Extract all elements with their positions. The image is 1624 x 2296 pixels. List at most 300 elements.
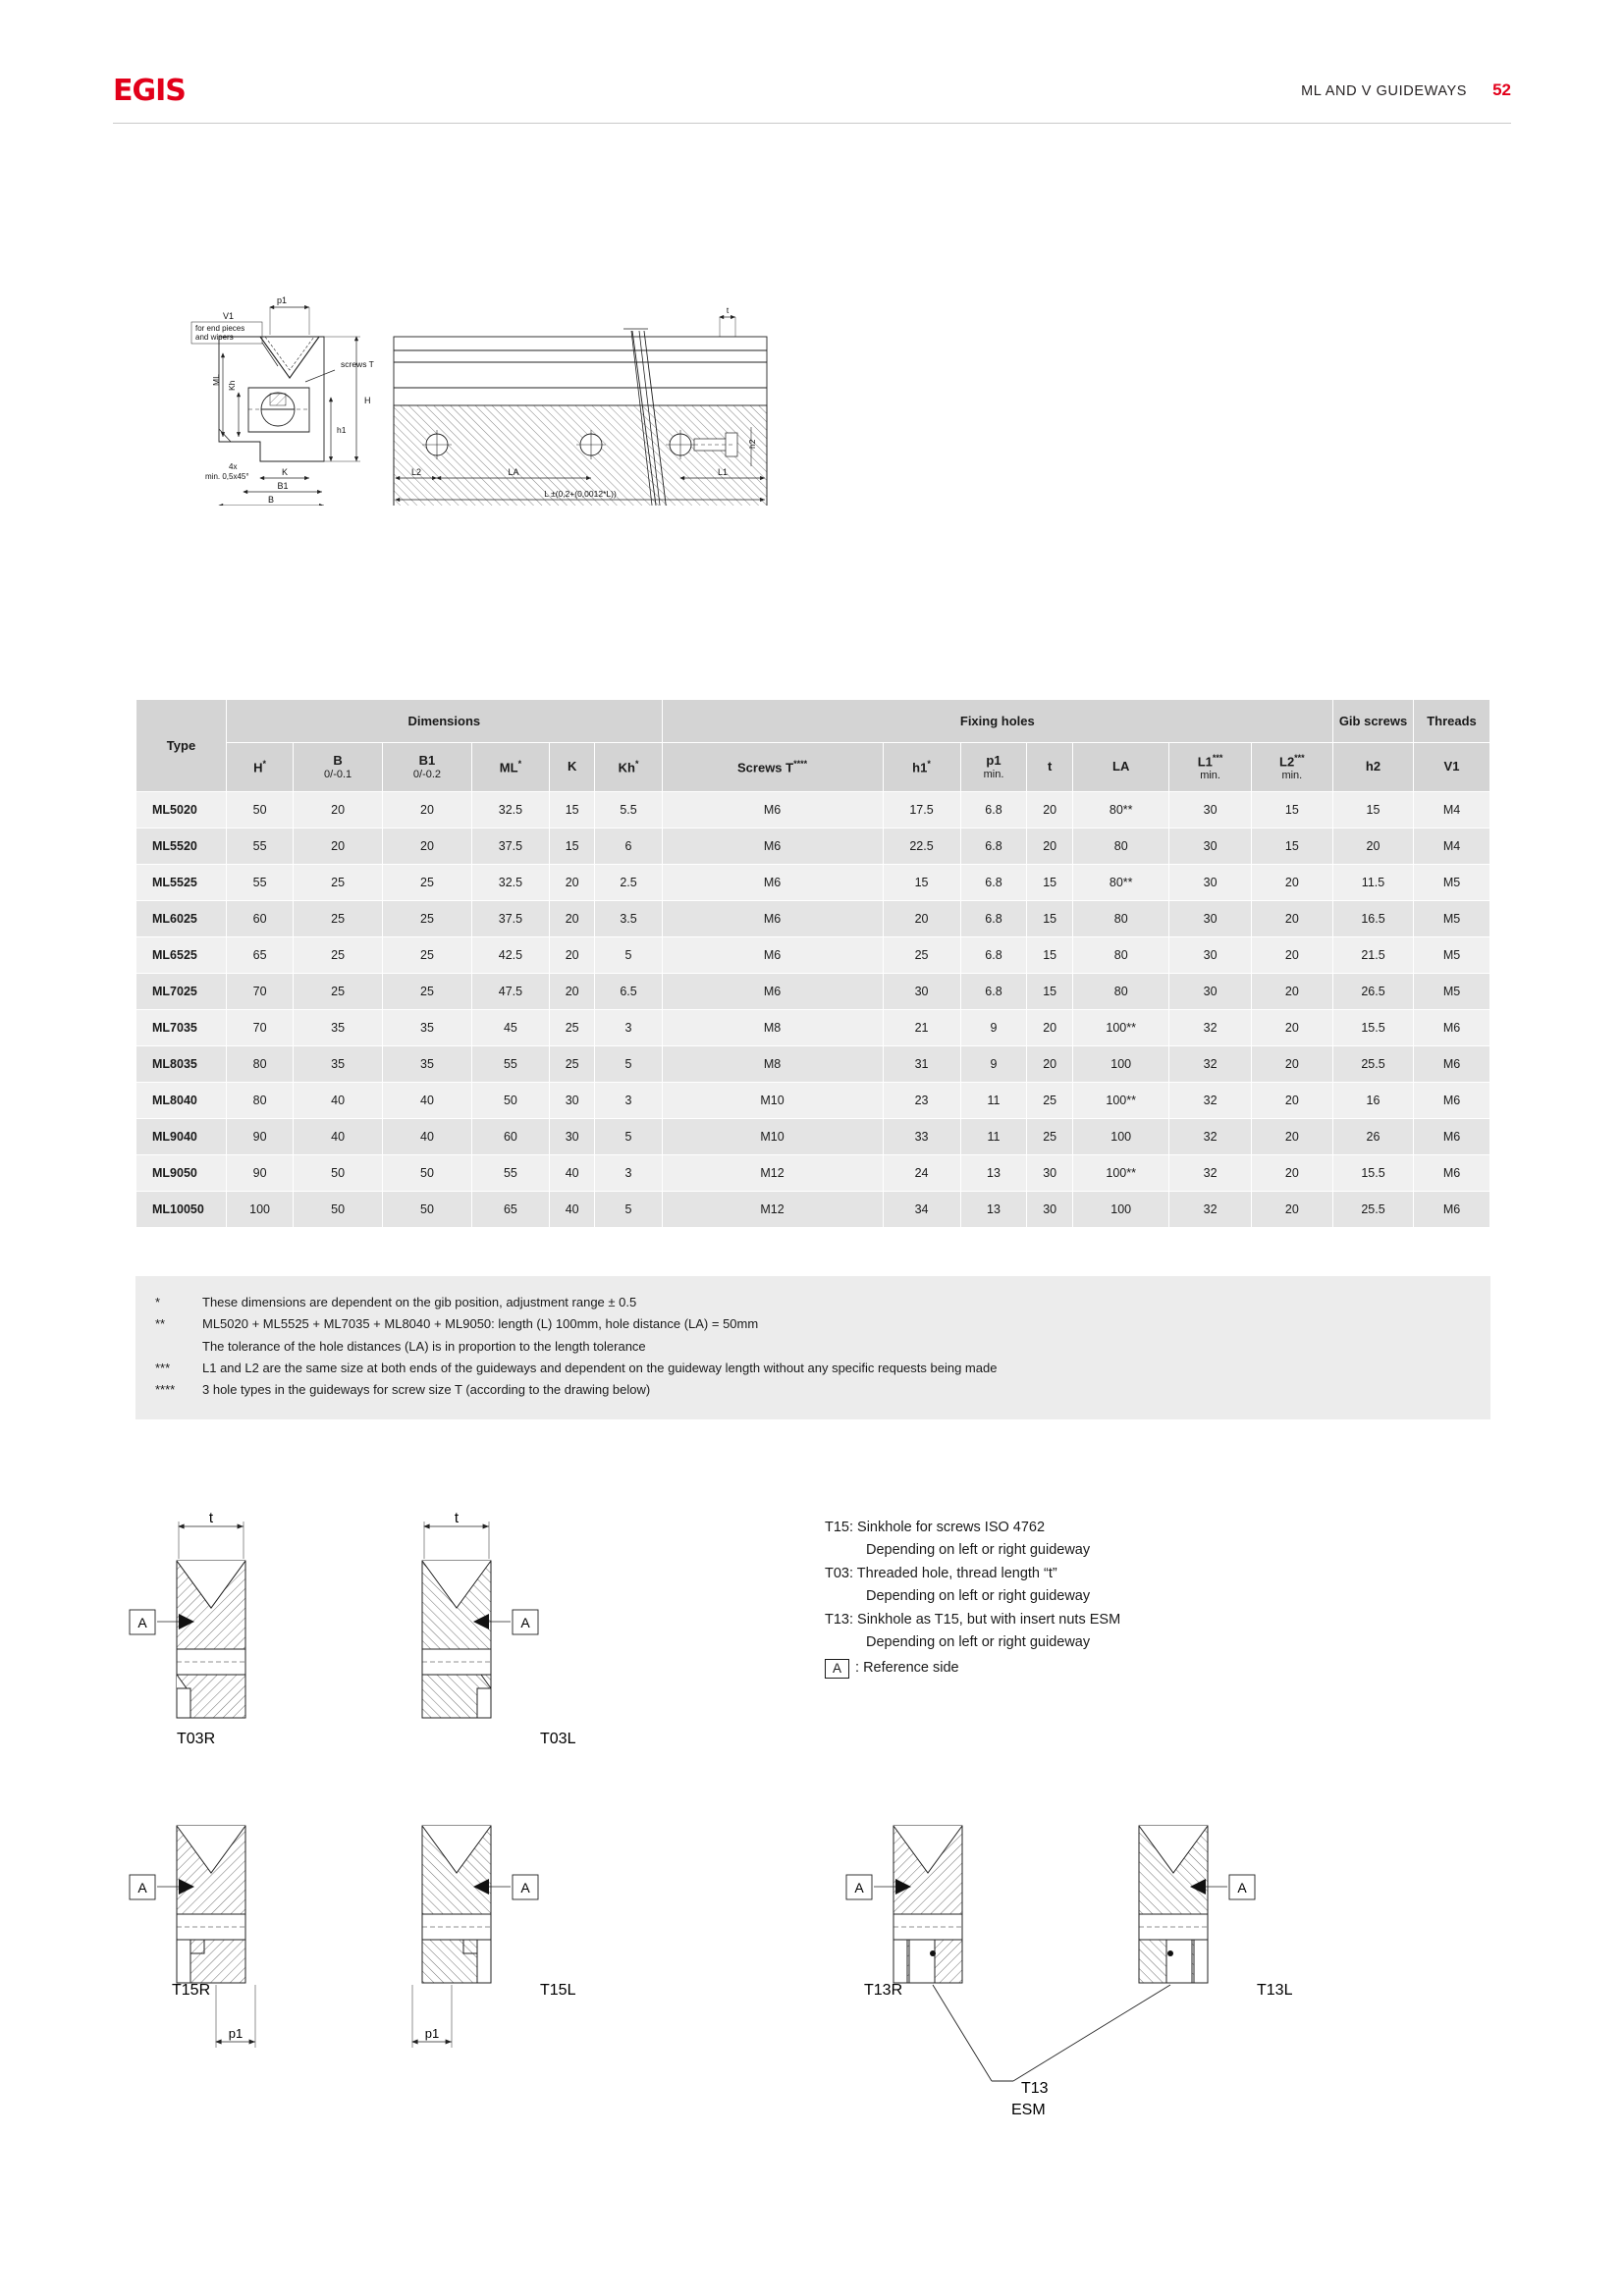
cell-b1: 20 xyxy=(383,828,472,865)
col-header-v1: V1 xyxy=(1414,743,1490,792)
cell-h2: 26.5 xyxy=(1333,974,1414,1010)
cell-la: 80 xyxy=(1072,974,1169,1010)
table-row xyxy=(136,865,1490,901)
cell-t: 25 xyxy=(1027,1119,1072,1155)
table-row xyxy=(136,1046,1490,1083)
label-a-ref: A xyxy=(520,1880,530,1896)
cell-b1: 50 xyxy=(383,1192,472,1228)
col-header-b1: B1 0/-0.2 xyxy=(383,743,472,792)
cell-l2: 15 xyxy=(1251,828,1332,865)
col-group-gib-screws: Gib screws xyxy=(1333,700,1414,743)
cell-h1: 21 xyxy=(883,1010,960,1046)
legend-reference-side xyxy=(825,1657,1375,1680)
cell-ml: 45 xyxy=(471,1010,549,1046)
cell-h: 70 xyxy=(227,1010,294,1046)
cell-ml: 32.5 xyxy=(471,865,549,901)
cell-t: 20 xyxy=(1027,828,1072,865)
cell-k: 30 xyxy=(549,1083,594,1119)
cell-ml: 47.5 xyxy=(471,974,549,1010)
cell-kh: 6 xyxy=(595,828,662,865)
footnote-mark xyxy=(155,1336,202,1358)
cell-b1: 25 xyxy=(383,974,472,1010)
cell-kh: 5 xyxy=(595,937,662,974)
cell-l2: 20 xyxy=(1251,1155,1332,1192)
cell-kh: 3 xyxy=(595,1010,662,1046)
footnote-mark: * xyxy=(155,1295,161,1309)
cell-type: ML5020 xyxy=(136,792,227,828)
cell-ml: 55 xyxy=(471,1155,549,1192)
cell-v1: M5 xyxy=(1414,901,1490,937)
cell-h1: 31 xyxy=(883,1046,960,1083)
cell-t: 15 xyxy=(1027,937,1072,974)
cell-screws-t: M10 xyxy=(662,1119,883,1155)
cell-b: 35 xyxy=(294,1046,383,1083)
cell-type: ML8040 xyxy=(136,1083,227,1119)
cell-screws-t: M6 xyxy=(662,901,883,937)
cell-la: 80 xyxy=(1072,901,1169,937)
cell-k: 20 xyxy=(549,974,594,1010)
label-h1: h1 xyxy=(337,425,347,435)
label-chamfer-2: min. 0,5x45° xyxy=(205,472,249,481)
cell-l1: 32 xyxy=(1169,1192,1251,1228)
label-chamfer-1: 4x xyxy=(229,462,238,471)
cell-ml: 32.5 xyxy=(471,792,549,828)
cell-p1: 6.8 xyxy=(960,865,1027,901)
cell-type: ML6525 xyxy=(136,937,227,974)
footnote-row xyxy=(135,1292,1490,1313)
cell-h2: 26 xyxy=(1333,1119,1414,1155)
cell-screws-t: M6 xyxy=(662,792,883,828)
cell-h2: 20 xyxy=(1333,828,1414,865)
cell-l1: 30 xyxy=(1169,937,1251,974)
footnotes xyxy=(135,1276,1490,1419)
footnote-text: ML5020 + ML5525 + ML7035 + ML8040 + ML9050: length (L) 100mm, hole distance (LA) = 50mm xyxy=(202,1316,759,1332)
cell-la: 80** xyxy=(1072,865,1169,901)
cell-k: 25 xyxy=(549,1010,594,1046)
cell-la: 100 xyxy=(1072,1046,1169,1083)
label-p1-left: p1 xyxy=(228,2026,244,2041)
cell-h: 55 xyxy=(227,828,294,865)
cell-v1: M4 xyxy=(1414,792,1490,828)
footnote-text: These dimensions are dependent on the gib position, adjustment range ± 0.5 xyxy=(202,1295,637,1309)
cell-type: ML9050 xyxy=(136,1155,227,1192)
cell-h: 65 xyxy=(227,937,294,974)
cell-k: 30 xyxy=(549,1119,594,1155)
cell-b1: 20 xyxy=(383,792,472,828)
label-t13-esm-2: ESM xyxy=(1011,2102,1046,2118)
label-ml: ML xyxy=(211,374,221,386)
cell-l1: 30 xyxy=(1169,792,1251,828)
label-l1: L1 xyxy=(717,467,729,477)
cell-b: 25 xyxy=(294,974,383,1010)
label-t13l: T13L xyxy=(1257,1982,1293,1999)
cell-l2: 20 xyxy=(1251,1083,1332,1119)
cell-h: 55 xyxy=(227,865,294,901)
label-a-ref: A xyxy=(1237,1880,1247,1896)
col-header-h2: h2 xyxy=(1333,743,1414,792)
col-header-k: K xyxy=(549,743,594,792)
col-header-t: t xyxy=(1027,743,1072,792)
cell-h: 60 xyxy=(227,901,294,937)
table-row xyxy=(136,1083,1490,1119)
label-h: H xyxy=(364,396,371,405)
col-header-type: Type xyxy=(136,700,227,792)
cell-b: 50 xyxy=(294,1155,383,1192)
cell-k: 20 xyxy=(549,937,594,974)
footnote-text: 3 hole types in the guideways for screw size T (according to the drawing below) xyxy=(202,1382,651,1398)
cell-h2: 15 xyxy=(1333,792,1414,828)
cell-k: 20 xyxy=(549,901,594,937)
cell-p1: 6.8 xyxy=(960,974,1027,1010)
legend-item-t13-title: T13: Sinkhole as T15, but with insert nuts ESM xyxy=(825,1611,1121,1628)
label-b1: B1 xyxy=(277,481,289,491)
cell-screws-t: M12 xyxy=(662,1192,883,1228)
specification-table-wrapper xyxy=(135,699,1490,1228)
guideway-section-drawing xyxy=(113,260,997,505)
cell-screws-t: M6 xyxy=(662,937,883,974)
guideway-drawing-svg xyxy=(113,260,997,506)
reference-side-text: : Reference side xyxy=(855,1659,959,1676)
cell-screws-t: M8 xyxy=(662,1046,883,1083)
cell-b1: 25 xyxy=(383,937,472,974)
cell-p1: 13 xyxy=(960,1155,1027,1192)
cell-h: 80 xyxy=(227,1046,294,1083)
cell-h2: 25.5 xyxy=(1333,1046,1414,1083)
cell-l1: 32 xyxy=(1169,1119,1251,1155)
footnote-text: L1 and L2 are the same size at both ends of the guideways and dependent on the guideway length without any specific requests being made xyxy=(202,1361,998,1376)
cell-p1: 11 xyxy=(960,1083,1027,1119)
cell-b: 25 xyxy=(294,901,383,937)
cell-screws-t: M12 xyxy=(662,1155,883,1192)
cell-h2: 11.5 xyxy=(1333,865,1414,901)
cell-l1: 32 xyxy=(1169,1083,1251,1119)
footnote-row xyxy=(135,1358,1490,1379)
cell-h1: 30 xyxy=(883,974,960,1010)
specification-table xyxy=(135,699,1490,1228)
cell-h1: 33 xyxy=(883,1119,960,1155)
label-t03r: T03R xyxy=(177,1731,216,1747)
label-t: t xyxy=(726,305,730,315)
table-head xyxy=(136,700,1490,792)
page-number: 52 xyxy=(1492,80,1511,99)
legend-item-t03-sub: Depending on left or right guideway xyxy=(866,1588,1091,1605)
cell-l2: 20 xyxy=(1251,937,1332,974)
cell-t: 15 xyxy=(1027,974,1072,1010)
cell-l2: 20 xyxy=(1251,865,1332,901)
footnote-mark: **** xyxy=(155,1382,176,1398)
cell-h: 80 xyxy=(227,1083,294,1119)
cell-p1: 6.8 xyxy=(960,828,1027,865)
cell-l2: 20 xyxy=(1251,1046,1332,1083)
footnote-mark: *** xyxy=(155,1361,171,1376)
cell-v1: M6 xyxy=(1414,1119,1490,1155)
label-l-total: L ±(0,2+(0,0012*L)) xyxy=(544,489,617,499)
cell-h1: 15 xyxy=(883,865,960,901)
cell-t: 15 xyxy=(1027,901,1072,937)
egis-logo xyxy=(113,74,186,108)
table-row xyxy=(136,792,1490,828)
cell-kh: 3.5 xyxy=(595,901,662,937)
label-p1: p1 xyxy=(276,295,288,305)
cell-b1: 40 xyxy=(383,1083,472,1119)
cell-screws-t: M8 xyxy=(662,1010,883,1046)
cell-type: ML5525 xyxy=(136,865,227,901)
cell-ml: 60 xyxy=(471,1119,549,1155)
label-t-right: t xyxy=(454,1510,460,1526)
cell-b1: 35 xyxy=(383,1046,472,1083)
cell-v1: M4 xyxy=(1414,828,1490,865)
footnote-mark: ** xyxy=(155,1316,166,1332)
cell-t: 25 xyxy=(1027,1083,1072,1119)
col-group-threads: Threads xyxy=(1414,700,1490,743)
cell-h1: 25 xyxy=(883,937,960,974)
cell-ml: 55 xyxy=(471,1046,549,1083)
cell-v1: M6 xyxy=(1414,1083,1490,1119)
cell-la: 100** xyxy=(1072,1155,1169,1192)
cell-h2: 25.5 xyxy=(1333,1192,1414,1228)
cell-h2: 16 xyxy=(1333,1083,1414,1119)
cell-b: 25 xyxy=(294,937,383,974)
cell-la: 80 xyxy=(1072,937,1169,974)
cell-kh: 5 xyxy=(595,1046,662,1083)
cell-h1: 22.5 xyxy=(883,828,960,865)
cell-kh: 5 xyxy=(595,1119,662,1155)
cell-k: 40 xyxy=(549,1192,594,1228)
cell-t: 30 xyxy=(1027,1192,1072,1228)
cell-b: 25 xyxy=(294,865,383,901)
cell-p1: 13 xyxy=(960,1192,1027,1228)
footnote-row xyxy=(135,1313,1490,1335)
cell-type: ML8035 xyxy=(136,1046,227,1083)
table-row xyxy=(136,828,1490,865)
cell-screws-t: M6 xyxy=(662,828,883,865)
cell-h: 50 xyxy=(227,792,294,828)
cell-l1: 32 xyxy=(1169,1010,1251,1046)
table-row xyxy=(136,974,1490,1010)
cell-type: ML10050 xyxy=(136,1192,227,1228)
legend-item-t15-sub: Depending on left or right guideway xyxy=(866,1542,1091,1559)
cell-h1: 23 xyxy=(883,1083,960,1119)
col-header-l1: L1*** min. xyxy=(1169,743,1251,792)
cell-h2: 21.5 xyxy=(1333,937,1414,974)
label-t13-esm-1: T13 xyxy=(1021,2080,1049,2097)
cell-kh: 6.5 xyxy=(595,974,662,1010)
cell-h: 70 xyxy=(227,974,294,1010)
cell-k: 15 xyxy=(549,828,594,865)
table-row xyxy=(136,901,1490,937)
cell-h1: 20 xyxy=(883,901,960,937)
label-a-ref: A xyxy=(520,1615,530,1630)
cell-k: 20 xyxy=(549,865,594,901)
reference-side-box: A xyxy=(825,1659,849,1679)
col-header-kh: Kh* xyxy=(595,743,662,792)
cell-v1: M6 xyxy=(1414,1010,1490,1046)
label-p1-right: p1 xyxy=(424,2026,440,2041)
cell-p1: 6.8 xyxy=(960,901,1027,937)
label-v1-note1: for end pieces xyxy=(195,324,245,333)
legend-item-t13-sub: Depending on left or right guideway xyxy=(866,1634,1091,1651)
cell-v1: M6 xyxy=(1414,1155,1490,1192)
cell-type: ML9040 xyxy=(136,1119,227,1155)
cell-ml: 50 xyxy=(471,1083,549,1119)
label-a-ref: A xyxy=(137,1880,147,1896)
label-b: B xyxy=(267,495,275,505)
col-header-la: LA xyxy=(1072,743,1169,792)
label-t03l: T03L xyxy=(540,1731,576,1747)
cell-kh: 2.5 xyxy=(595,865,662,901)
table-row xyxy=(136,937,1490,974)
col-header-h1: h1* xyxy=(883,743,960,792)
page-header xyxy=(113,61,1511,120)
cell-ml: 37.5 xyxy=(471,828,549,865)
label-v1: V1 xyxy=(223,311,235,321)
label-l2: L2 xyxy=(410,467,422,477)
table-body xyxy=(136,792,1490,1228)
cell-t: 20 xyxy=(1027,1010,1072,1046)
cell-b1: 50 xyxy=(383,1155,472,1192)
label-t15l: T15L xyxy=(540,1982,576,1999)
cell-h: 90 xyxy=(227,1155,294,1192)
cell-k: 25 xyxy=(549,1046,594,1083)
header-title: ML AND V GUIDEWAYS xyxy=(1301,83,1468,99)
cell-b1: 25 xyxy=(383,901,472,937)
label-a-ref: A xyxy=(137,1615,147,1630)
label-screws-t: screws T xyxy=(341,359,374,369)
cell-la: 80 xyxy=(1072,828,1169,865)
cell-type: ML6025 xyxy=(136,901,227,937)
legend-item-t03-title: T03: Threaded hole, thread length “t” xyxy=(825,1565,1057,1581)
cell-type: ML7035 xyxy=(136,1010,227,1046)
cell-la: 100 xyxy=(1072,1119,1169,1155)
label-kh: Kh xyxy=(227,380,237,391)
cell-k: 15 xyxy=(549,792,594,828)
col-group-dimensions: Dimensions xyxy=(227,700,663,743)
cell-kh: 3 xyxy=(595,1155,662,1192)
logo-text: EGIS xyxy=(113,73,186,108)
cell-ml: 65 xyxy=(471,1192,549,1228)
cell-la: 100** xyxy=(1072,1010,1169,1046)
cell-b1: 25 xyxy=(383,865,472,901)
cell-ml: 42.5 xyxy=(471,937,549,974)
table-row xyxy=(136,1192,1490,1228)
cell-kh: 3 xyxy=(595,1083,662,1119)
footnote-row xyxy=(135,1379,1490,1401)
cell-b1: 40 xyxy=(383,1119,472,1155)
footnote-row xyxy=(135,1336,1490,1358)
cell-la: 80** xyxy=(1072,792,1169,828)
cell-v1: M5 xyxy=(1414,865,1490,901)
label-a-ref: A xyxy=(854,1880,864,1896)
cell-b: 50 xyxy=(294,1192,383,1228)
label-t-left: t xyxy=(208,1510,214,1526)
cell-l1: 30 xyxy=(1169,828,1251,865)
legend-item-t15-title: T15: Sinkhole for screws ISO 4762 xyxy=(825,1520,1046,1535)
table-row xyxy=(136,1155,1490,1192)
cell-h2: 15.5 xyxy=(1333,1010,1414,1046)
label-k: K xyxy=(281,467,289,477)
cell-h1: 34 xyxy=(883,1192,960,1228)
table-row xyxy=(136,1010,1490,1046)
col-header-p1: p1 min. xyxy=(960,743,1027,792)
cell-h1: 17.5 xyxy=(883,792,960,828)
cell-l2: 20 xyxy=(1251,1119,1332,1155)
table-subheader-row xyxy=(136,743,1490,792)
cell-type: ML7025 xyxy=(136,974,227,1010)
cell-k: 40 xyxy=(549,1155,594,1192)
cell-t: 30 xyxy=(1027,1155,1072,1192)
col-group-fixing-holes: Fixing holes xyxy=(662,700,1332,743)
cell-t: 15 xyxy=(1027,865,1072,901)
cell-b: 20 xyxy=(294,828,383,865)
cell-l1: 32 xyxy=(1169,1155,1251,1192)
cell-l2: 20 xyxy=(1251,1192,1332,1228)
cell-kh: 5.5 xyxy=(595,792,662,828)
cell-ml: 37.5 xyxy=(471,901,549,937)
cell-v1: M5 xyxy=(1414,974,1490,1010)
col-header-ml: ML* xyxy=(471,743,549,792)
cell-l2: 20 xyxy=(1251,901,1332,937)
cell-l1: 30 xyxy=(1169,865,1251,901)
cell-p1: 11 xyxy=(960,1119,1027,1155)
header-right xyxy=(1301,80,1511,100)
label-t13r: T13R xyxy=(864,1982,903,1999)
cell-l1: 30 xyxy=(1169,974,1251,1010)
col-header-screws-t: Screws T**** xyxy=(662,743,883,792)
table-row xyxy=(136,1119,1490,1155)
cell-h1: 24 xyxy=(883,1155,960,1192)
cell-v1: M5 xyxy=(1414,937,1490,974)
cell-p1: 9 xyxy=(960,1046,1027,1083)
col-header-h: H* xyxy=(227,743,294,792)
label-la: LA xyxy=(508,467,519,477)
cell-b1: 35 xyxy=(383,1010,472,1046)
cell-b: 20 xyxy=(294,792,383,828)
cell-l2: 15 xyxy=(1251,792,1332,828)
cell-p1: 9 xyxy=(960,1010,1027,1046)
cell-b: 35 xyxy=(294,1010,383,1046)
label-t15r: T15R xyxy=(172,1982,211,1999)
cell-t: 20 xyxy=(1027,792,1072,828)
col-header-l2: L2*** min. xyxy=(1251,743,1332,792)
col-header-b: B 0/-0.1 xyxy=(294,743,383,792)
header-divider xyxy=(113,123,1511,124)
cell-v1: M6 xyxy=(1414,1192,1490,1228)
cell-t: 20 xyxy=(1027,1046,1072,1083)
cell-l1: 32 xyxy=(1169,1046,1251,1083)
table-group-header-row xyxy=(136,700,1490,743)
cell-h: 90 xyxy=(227,1119,294,1155)
cell-la: 100** xyxy=(1072,1083,1169,1119)
cell-screws-t: M10 xyxy=(662,1083,883,1119)
cell-p1: 6.8 xyxy=(960,937,1027,974)
cell-l2: 20 xyxy=(1251,1010,1332,1046)
cell-type: ML5520 xyxy=(136,828,227,865)
label-v1-note2: and wipers xyxy=(195,333,234,342)
label-h2: h2 xyxy=(747,439,757,449)
cell-h: 100 xyxy=(227,1192,294,1228)
cell-la: 100 xyxy=(1072,1192,1169,1228)
cell-v1: M6 xyxy=(1414,1046,1490,1083)
cell-h2: 15.5 xyxy=(1333,1155,1414,1192)
cell-p1: 6.8 xyxy=(960,792,1027,828)
cell-b: 40 xyxy=(294,1083,383,1119)
footnote-text: The tolerance of the hole distances (LA) is in proportion to the length tolerance xyxy=(202,1338,646,1354)
cell-h2: 16.5 xyxy=(1333,901,1414,937)
cell-l1: 30 xyxy=(1169,901,1251,937)
cell-screws-t: M6 xyxy=(662,865,883,901)
cell-screws-t: M6 xyxy=(662,974,883,1010)
hole-type-legend xyxy=(825,1517,1375,1680)
